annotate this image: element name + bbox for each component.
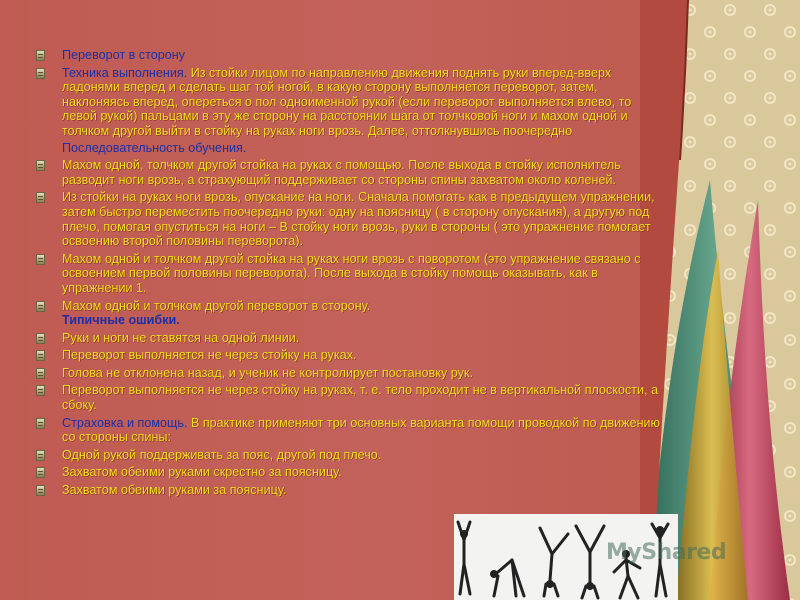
bullet-icon xyxy=(36,254,45,265)
safety-item xyxy=(36,448,666,463)
bullet-icon xyxy=(36,192,45,203)
step-text: Махом одной и толчком другой переворот в сторону. xyxy=(62,298,371,313)
safety-item-text: Захватом обеими руками за поясницу. xyxy=(62,483,287,498)
step-text: Из стойки на руках ноги врозь, опускание на ноги. Сначала помогать как в предыдущем упражнении, затем быстро переместить поочередно руки: одну на поясницу ( в сторону опускания), а другую под плечо, помогая опуститься на ноги – В стойку ноги врозь, руки в стороны ( это упражнение помогает освоению второй половины переворота). xyxy=(62,190,655,249)
bullet-icon xyxy=(36,418,45,429)
bullet-icon xyxy=(36,160,45,171)
bullet-icon xyxy=(36,68,45,79)
safety-item xyxy=(36,483,666,498)
technique-label: Техника выполнения. xyxy=(62,65,188,80)
error-item xyxy=(36,383,666,412)
step-item xyxy=(36,158,666,187)
error-text: Переворот выполняется не через стойку на руках, т. е. тело проходит не в вертикальной плоскости, а сбоку. xyxy=(62,383,659,413)
safety-label: Страховка и помощь. xyxy=(62,415,188,430)
step-item xyxy=(36,252,666,296)
bullet-icon xyxy=(36,368,45,379)
watermark-logo: MyShared xyxy=(606,540,727,565)
bullet-icon xyxy=(36,385,45,396)
bullet-icon xyxy=(36,350,45,361)
slide-content xyxy=(36,48,666,501)
technique-text: Из стойки лицом по направлению движения поднять руки вперед-вверх ладонями вперед и сделать шаг той ногой, в какую сторону выполняется переворот, затем, наклоняясь вперед, опереться о пол одноименной рукой (если переворот выполняется влево, то левой рукой) пальцами в эту же сторону на расстоянии шага от толчковой ноги и махом одной и толчком другой выйти в стойку на руках ноги врозь. Далее, оттолкнувшись поочередно xyxy=(62,65,632,138)
error-item xyxy=(36,331,666,346)
safety-paragraph xyxy=(36,416,666,445)
safety-item-text: Захватом обеими руками скрестно за поясницу. xyxy=(62,465,342,480)
bullet-icon xyxy=(36,467,45,478)
bullet-icon xyxy=(36,50,45,61)
safety-item xyxy=(36,465,666,480)
bullet-icon xyxy=(36,333,45,344)
technique-paragraph xyxy=(36,66,666,139)
error-text: Переворот выполняется не через стойку на руках. xyxy=(62,348,357,363)
step-item xyxy=(36,190,666,248)
errors-heading: Типичные ошибки. xyxy=(62,313,180,328)
safety-item-text: Одной рукой поддерживать за пояс, другой под плечо. xyxy=(62,447,382,462)
sequence-heading-item xyxy=(36,141,666,156)
bullet-icon xyxy=(36,485,45,496)
bullet-icon xyxy=(36,450,45,461)
sequence-heading: Последовательность обучения. xyxy=(62,140,247,155)
slide-title-item xyxy=(36,48,666,63)
error-text: Голова не отклонена назад, и ученик не контролирует постановку рук. xyxy=(62,365,473,380)
step-text: Махом одной и толчком другой стойка на руках ноги врозь с поворотом (это упражнение связано с освоением первой половины переворота). После выхода в стойку помощь оказывать, как в упражнении 1. xyxy=(62,251,641,295)
step-text: Махом одной, толчком другой стойка на руках с помощью. После выхода в стойку исполнитель разводит ноги врозь, а страхующий поддерживает со стороны спины захватом около коленей. xyxy=(62,158,621,187)
bullet-icon xyxy=(36,301,45,312)
safety-text: В практике применяют три основных варианта помощи проводкой по движению со стороны спины: xyxy=(62,415,661,445)
step-item xyxy=(36,299,666,328)
error-item xyxy=(36,348,666,363)
error-text: Руки и ноги не ставятся на одной линии. xyxy=(62,330,300,345)
error-item xyxy=(36,366,666,381)
slide-title: Переворот в сторону xyxy=(62,48,185,62)
